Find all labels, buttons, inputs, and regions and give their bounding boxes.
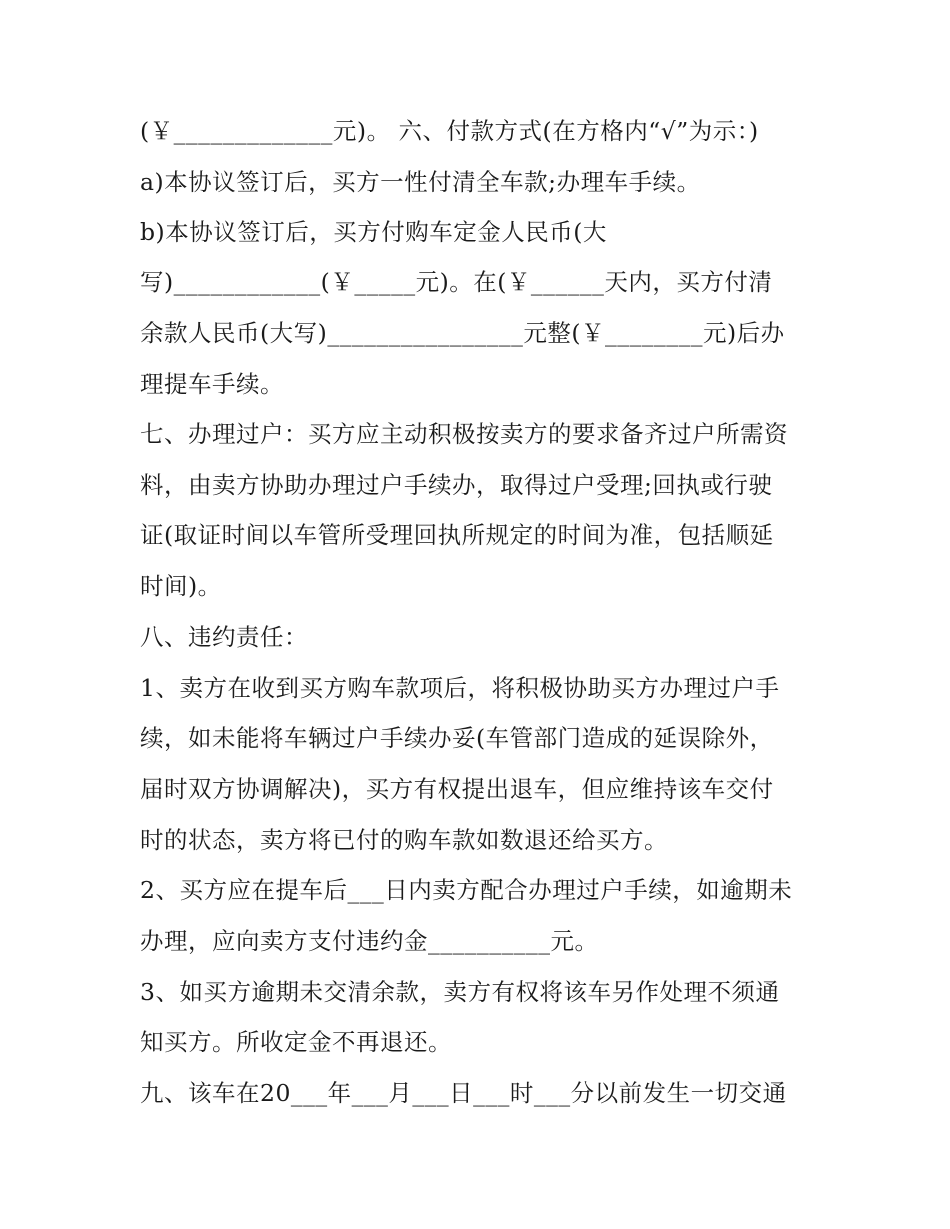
- text-line-clause-1-cont3: 时的状态，卖方将已付的购车款如数退还给买方。: [140, 826, 668, 854]
- text-line-payment-method: (￥_____________元)。 六、付款方式(在方格内“√”为示：): [140, 117, 759, 145]
- text-line-section-seven-cont1: 料，由卖方协助办理过户手续办，取得过户受理;回执或行驶: [140, 471, 773, 499]
- text-line-section-eight-heading: 八、违约责任：: [140, 623, 308, 651]
- text-line-clause-2-cont: 办理，应向卖方支付违约金__________元。: [140, 927, 599, 955]
- text-line-clause-1: 1、卖方在收到买方购车款项后，将积极协助买方办理过户手: [140, 674, 780, 702]
- text-line-clause-3-cont: 知买方。所收定金不再退还。: [140, 1028, 452, 1056]
- text-line-section-seven: 七、办理过户：买方应主动积极按卖方的要求备齐过户所需资: [140, 420, 788, 448]
- text-line-section-nine: 九、该车在20___年___月___日___时___分以前发生一切交通: [140, 1079, 787, 1107]
- text-line-clause-3: 3、如买方逾期未交清余款，卖方有权将该车另作处理不须通: [140, 978, 780, 1006]
- text-line-clause-1-cont1: 续，如未能将车辆过户手续办妥(车管部门造成的延误除外，: [140, 724, 774, 752]
- text-line-section-seven-cont3: 时间)。: [140, 572, 222, 600]
- text-line-option-a: a)本协议签订后，买方一性付清全车款;办理车手续。: [140, 168, 701, 196]
- text-line-deposit-amount: 写)____________(￥_____元)。在(￥______天内，买方付清: [140, 268, 773, 296]
- text-line-pickup: 理提车手续。: [140, 370, 284, 398]
- text-line-option-b: b)本协议签订后，买方付购车定金人民币(大: [140, 218, 607, 246]
- text-line-clause-2: 2、买方应在提车后___日内卖方配合办理过户手续，如逾期未: [140, 876, 793, 904]
- text-line-balance-amount: 余款人民币(大写)________________元整(￥________元)后办: [140, 319, 785, 347]
- text-line-clause-1-cont2: 届时双方协调解决)，买方有权提出退车，但应维持该车交付: [140, 775, 774, 803]
- text-line-section-seven-cont2: 证(取证时间以车管所受理回执所规定的时间为准，包括顺延: [140, 521, 774, 549]
